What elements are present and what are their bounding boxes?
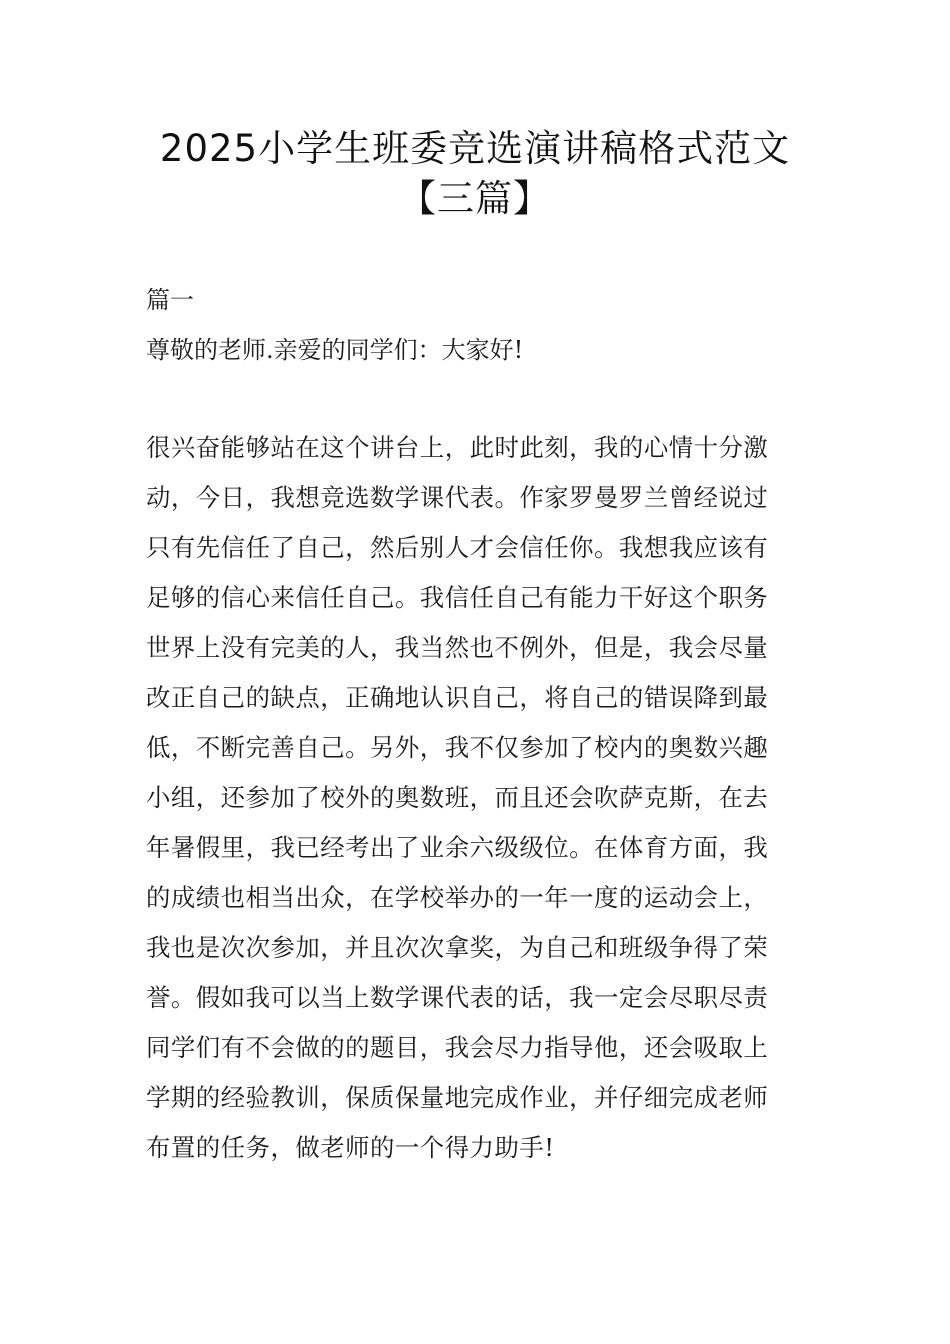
body-line: 布置的任务，做老师的一个得力助手! xyxy=(146,1133,555,1162)
body-line: 世界上没有完美的人，我当然也不例外，但是，我会尽量 xyxy=(146,633,769,662)
body-line: 动，今日，我想竞选数学课代表。作家罗曼罗兰曾经说过 xyxy=(146,483,769,512)
body-line: 同学们有不会做的的题目，我会尽力指导他，还会吸取上 xyxy=(146,1033,769,1062)
body-line: 的成绩也相当出众，在学校举办的一年一度的运动会上， xyxy=(146,883,769,912)
body-line: 改正自己的缺点，正确地认识自己，将自己的错误降到最 xyxy=(146,683,769,712)
body-line: 小组，还参加了校外的奥数班，而且还会吹萨克斯，在去 xyxy=(146,783,769,812)
body-line: 足够的信心来信任自己。我信任自己有能力干好这个职务 xyxy=(146,583,769,612)
body-line: 誉。假如我可以当上数学课代表的话，我一定会尽职尽责 xyxy=(146,983,769,1012)
body-text xyxy=(146,426,826,1176)
body-line: 年暑假里，我已经考出了业余六级级位。在体育方面，我 xyxy=(146,833,769,862)
document-title: 2025小学生班委竞选演讲稿格式范文【三篇】 xyxy=(159,127,791,220)
body-line: 很兴奋能够站在这个讲台上，此时此刻，我的心情十分激 xyxy=(146,433,769,462)
body-line: 我也是次次参加，并且次次拿奖，为自己和班级争得了荣 xyxy=(146,933,769,962)
body-line: 低，不断完善自己。另外，我不仅参加了校内的奥数兴趣 xyxy=(146,733,769,762)
body-line: 只有先信任了自己，然后别人才会信任你。我想我应该有 xyxy=(146,533,769,562)
section-label: 篇一 xyxy=(146,286,194,314)
greeting: 尊敬的老师.亲爱的同学们：大家好! xyxy=(146,336,524,364)
body-line: 学期的经验教训，保质保量地完成作业，并仔细完成老师 xyxy=(146,1083,769,1112)
